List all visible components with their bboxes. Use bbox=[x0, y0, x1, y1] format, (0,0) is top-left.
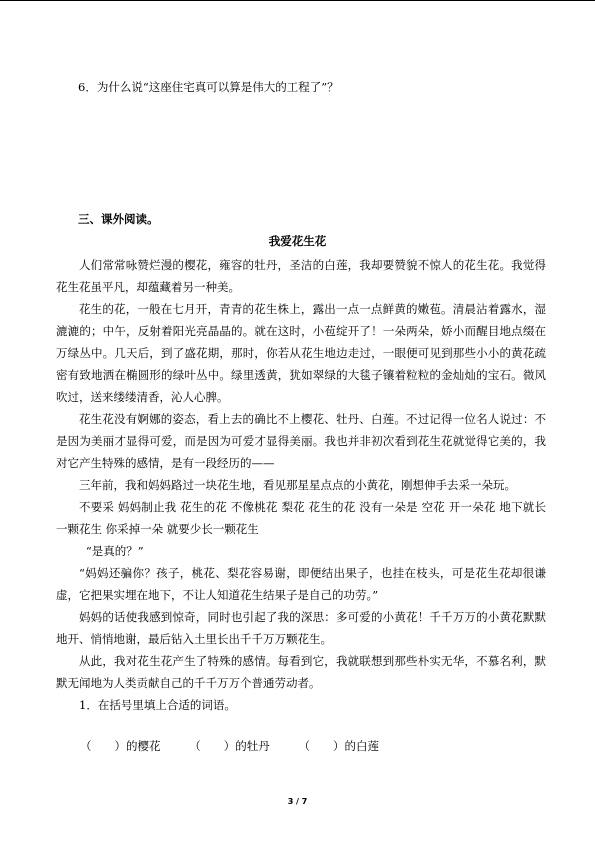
paragraph-is-it-true: “是真的？” bbox=[85, 544, 144, 558]
page-number: 3 / 7 bbox=[287, 797, 308, 806]
paragraph-flower-description: 花生的花，一般在七月开，青青的花生株上，露出一点一点鲜黄的嫩苞。清晨沾着露水，湿漉漉的；中午，反射着阳光亮晶晶的。就在这时，小苞绽开了！一朵两朵，娇小而醒目地点缀在万绿丛中。几天后，到了盛花期，那时，你若从花生地边走过，一眼便可见到那些小小的黄花疏密有致地洒在椭圆形的绿叶丛中。绿里透黄，犹如翠绿的大毯子镶着粒粒的金灿灿的宝石。微风吹过，送来缕缕清香，沁人心脾。 bbox=[56, 302, 546, 404]
paragraph-intro: 人们常常咏赞烂漫的樱花，雍容的牡丹，圣洁的白莲，我却要赞貌不惊人的花生花。我觉得花生花虽平凡，却蕴藏着另一种美。 bbox=[56, 258, 546, 294]
paragraph-surprise: 妈妈的话使我感到惊奇，同时也引起了我的深思：多可爱的小黄花！千千万万的小黄花默默地开、悄悄地谢，最后钻入土里长出千千万万颗花生。 bbox=[56, 610, 546, 646]
section-title: 三、课外阅读。 bbox=[78, 212, 159, 226]
essay-body bbox=[56, 254, 546, 716]
exercise-1-prompt: 1．在括号里填上合适的词语。 bbox=[79, 698, 236, 712]
fill-in-blanks-row: （ ）的樱花 （ ）的牡丹 （ ）的白莲 bbox=[80, 739, 379, 753]
paragraph-conclusion: 从此，我对花生花产生了特殊的感情。每看到它，我就联想到那些朴实无华，不慕名利，默默无闻地为人类贡献自己的千千万万个普通劳动者。 bbox=[56, 654, 546, 690]
paragraph-mother-explains: “妈妈还骗你？孩子，桃花、梨花容易谢，即便结出果子，也挂在枝头，可是花生花却很谦虚，它把果实埋在地下，不让人知道花生结果子是自己的功劳。” bbox=[56, 566, 546, 602]
essay-title: 我爱花生花 bbox=[268, 234, 327, 248]
paragraph-three-years-ago: 三年前，我和妈妈路过一块花生地，看见那星星点点的小黄花，刚想伸手去采一朵玩。 bbox=[79, 478, 516, 492]
top-border-line bbox=[0, 0, 595, 1]
paragraph-mother-stops-me: 不要采 妈妈制止我 花生的花 不像桃花 梨花 花生的花 没有一朵是 空花 开一朵花 地下就长一颗花生 你采掉一朵 就要少长一颗花生 bbox=[56, 500, 546, 536]
question-6: 6．为什么说“这座住宅真可以算是伟大的工程了”？ bbox=[78, 80, 339, 94]
paragraph-no-graceful-posture: 花生花没有婀娜的姿态，看上去的确比不上樱花、牡丹、白莲。不过记得一位名人说过：不是因为美丽才显得可爱，而是因为可爱才显得美丽。我也并非初次看到花生花就觉得它美的，我对它产生特殊的感情，是有一段经历的—— bbox=[56, 412, 546, 470]
